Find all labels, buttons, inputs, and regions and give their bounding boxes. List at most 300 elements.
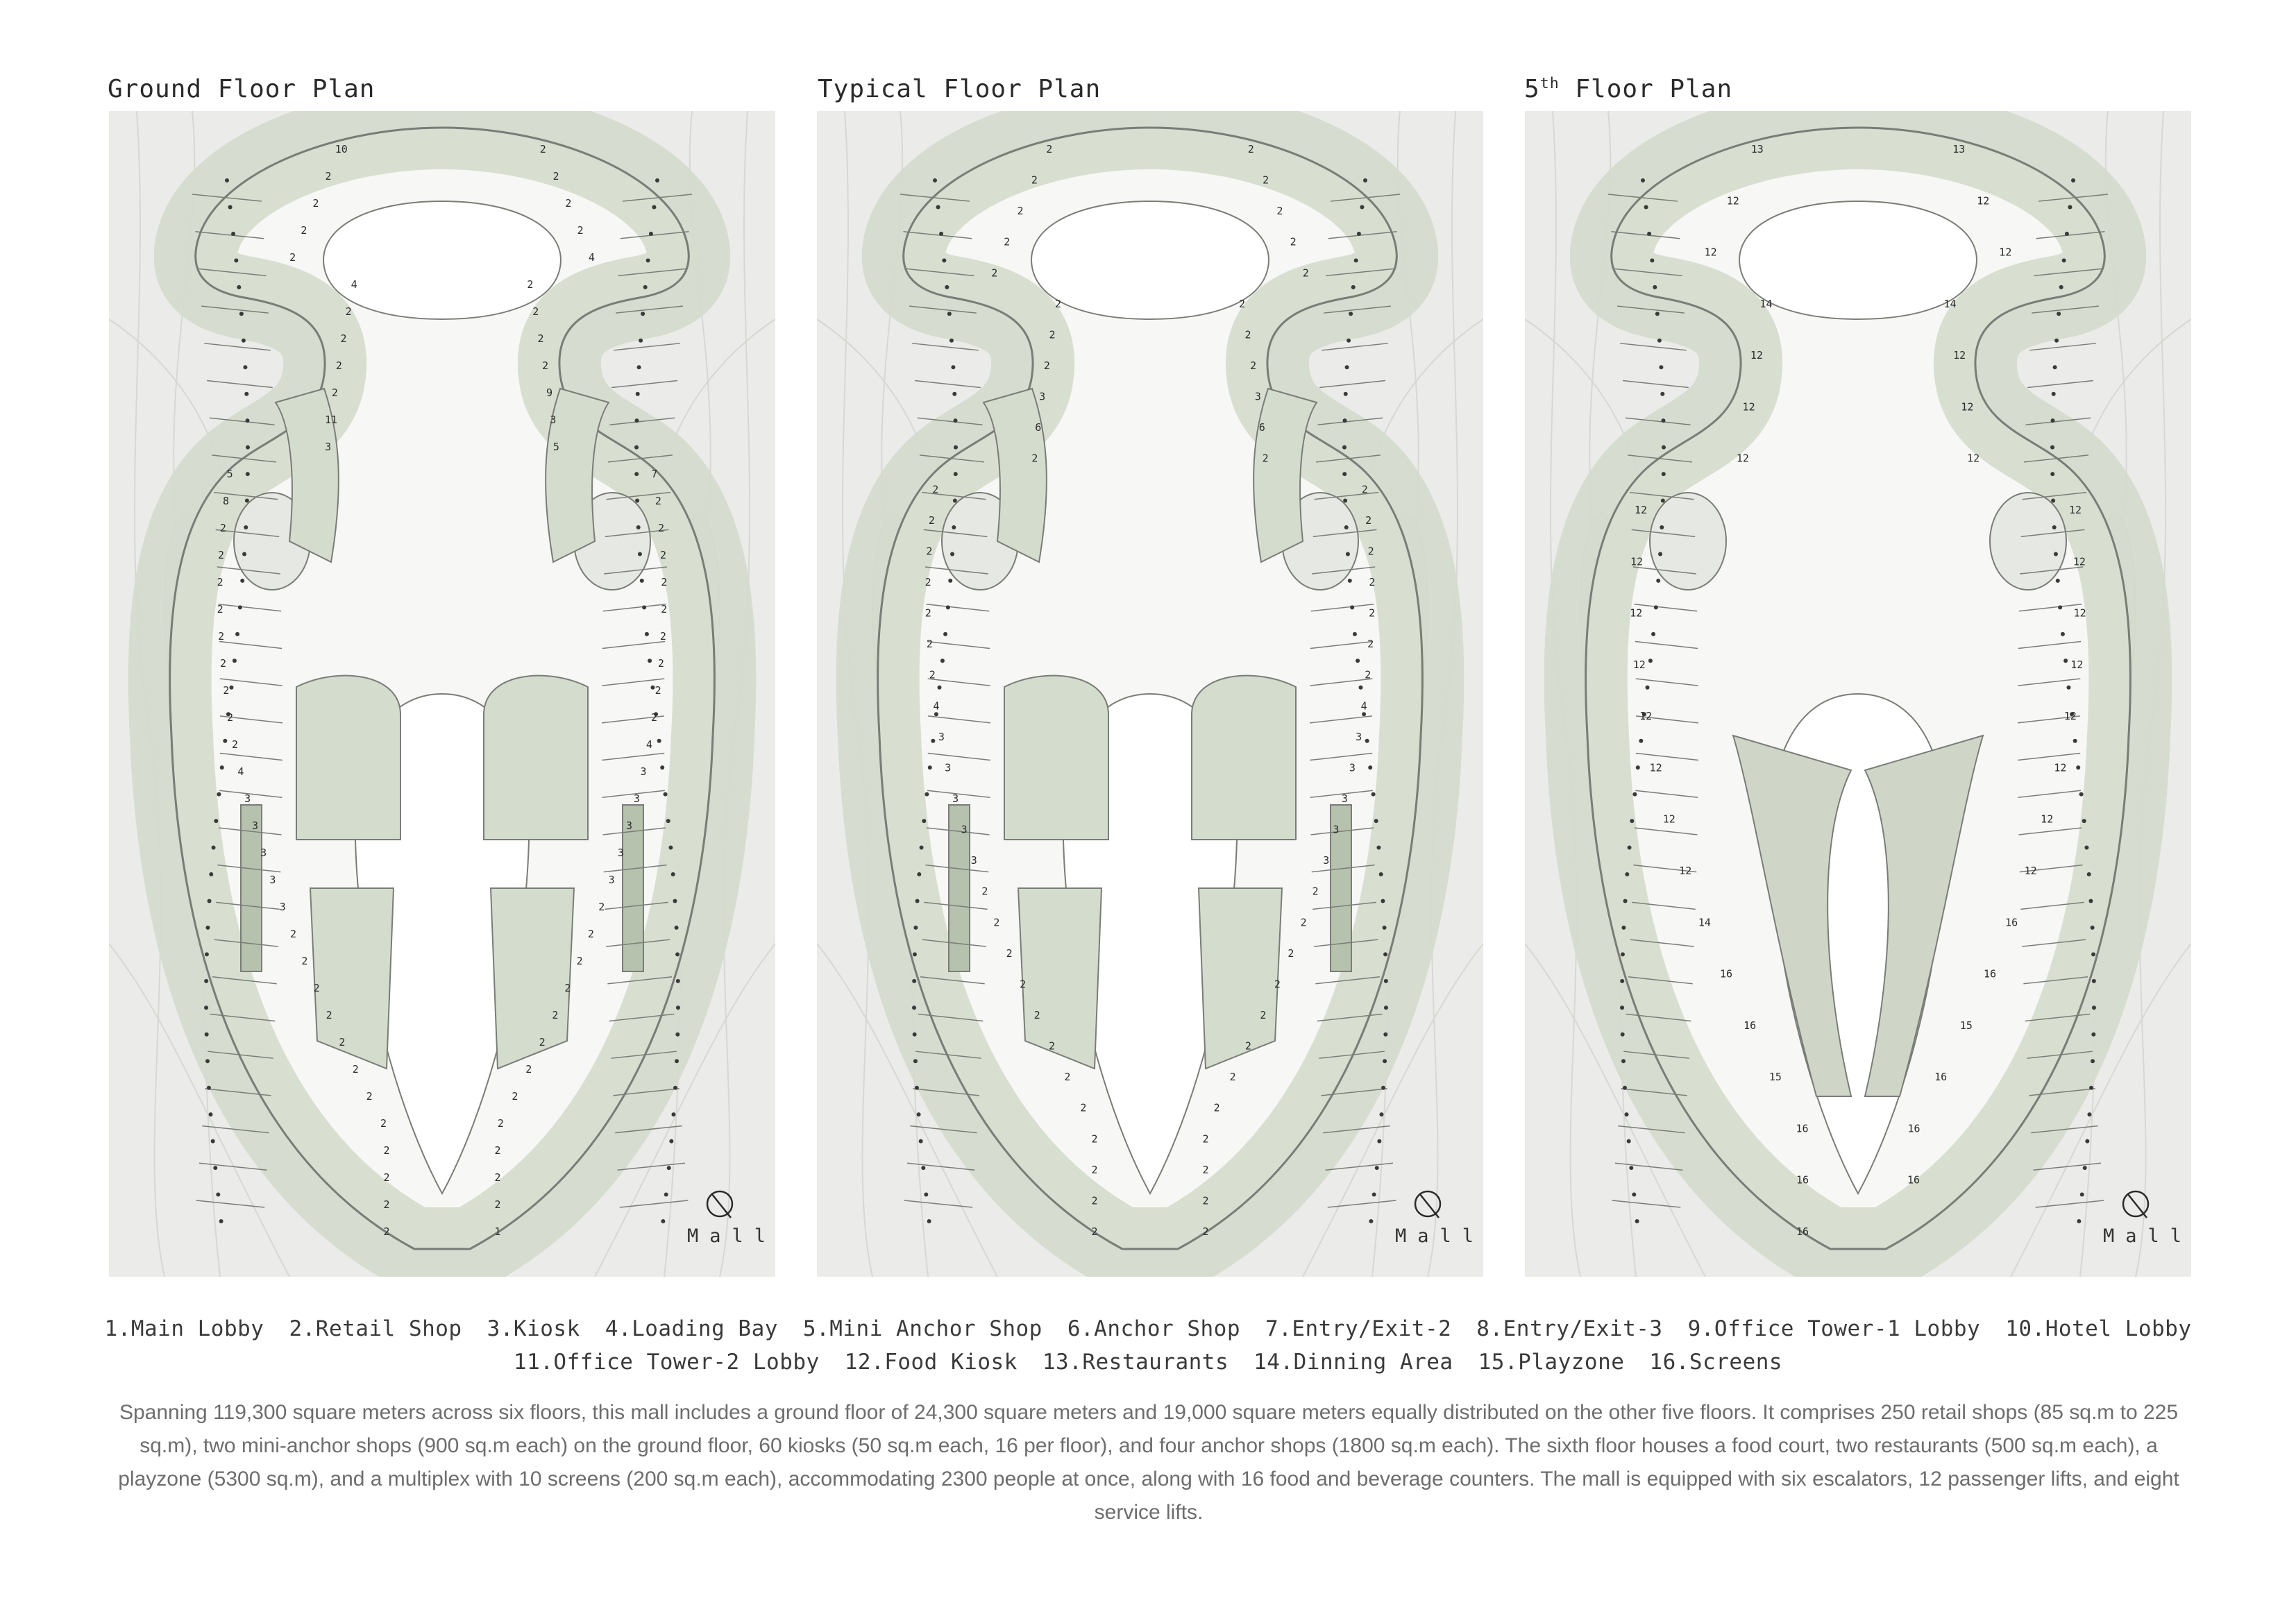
column-dot bbox=[2053, 365, 2057, 369]
column-dot bbox=[245, 418, 249, 423]
column-dot bbox=[244, 525, 248, 529]
plan-title-typical: Typical Floor Plan bbox=[818, 75, 1101, 103]
room-number-label: 5 bbox=[226, 468, 233, 480]
room-number-label: 2 bbox=[1288, 946, 1294, 960]
shop-divider bbox=[1319, 381, 1385, 388]
column-dot bbox=[913, 952, 917, 956]
column-dot bbox=[931, 739, 935, 743]
room-number-label: 4 bbox=[1360, 699, 1367, 713]
column-dot bbox=[1647, 232, 1651, 236]
column-dot bbox=[1365, 739, 1369, 743]
column-dot bbox=[661, 1219, 665, 1223]
shop-divider bbox=[1612, 1200, 1681, 1207]
column-dot bbox=[1627, 1139, 1631, 1144]
room-number-label: 2 bbox=[1031, 173, 1038, 187]
room-number-label: 2 bbox=[1031, 452, 1038, 465]
room-number-label: 2 bbox=[383, 1225, 390, 1238]
column-dot bbox=[1343, 418, 1347, 423]
column-dot bbox=[2052, 392, 2056, 396]
room-number-label: 3 bbox=[1323, 854, 1330, 867]
legend-item: 15.Playzone bbox=[1478, 1350, 1625, 1375]
column-dot bbox=[1660, 525, 1664, 529]
room-number-label: 2 bbox=[340, 332, 347, 345]
column-dot bbox=[1632, 1193, 1636, 1197]
legend-line-1 bbox=[0, 1316, 2296, 1341]
column-dot bbox=[1656, 579, 1660, 583]
column-dot bbox=[1353, 632, 1357, 636]
column-dot bbox=[2091, 1033, 2095, 1037]
column-dot bbox=[652, 205, 656, 209]
legend-item: 16.Screens bbox=[1649, 1350, 1783, 1375]
column-dot bbox=[209, 872, 213, 876]
room-number-label: 2 bbox=[312, 197, 319, 210]
column-dot bbox=[1648, 658, 1653, 663]
room-number-label: 2 bbox=[380, 1117, 387, 1130]
column-dot bbox=[242, 339, 246, 343]
room-number-label: 8 bbox=[223, 495, 230, 507]
plan-title-fifth: 5th Floor Plan bbox=[1524, 75, 1733, 103]
column-dot bbox=[242, 552, 246, 556]
column-dot bbox=[204, 979, 208, 983]
room-number-label: 12 bbox=[2063, 710, 2077, 723]
column-dot bbox=[1384, 979, 1388, 983]
column-dot bbox=[1384, 1005, 1388, 1010]
column-dot bbox=[235, 632, 239, 636]
room-number-label: 2 bbox=[993, 916, 1000, 929]
typical-floor-drawing bbox=[817, 111, 1483, 1277]
room-number-label: 2 bbox=[1049, 1039, 1056, 1053]
shop-divider bbox=[2027, 381, 2093, 388]
column-dot bbox=[2051, 499, 2055, 503]
column-dot bbox=[939, 232, 943, 236]
column-dot bbox=[942, 258, 946, 262]
column-dot bbox=[216, 1193, 220, 1197]
room-number-label: 7 bbox=[651, 468, 658, 480]
room-number-label: 12 bbox=[1750, 349, 1763, 362]
column-dot bbox=[1630, 819, 1634, 823]
column-dot bbox=[2056, 579, 2060, 583]
room-number-label: 2 bbox=[1091, 1132, 1098, 1146]
legend-item: 4.Loading Bay bbox=[605, 1316, 778, 1341]
column-dot bbox=[1623, 1086, 1627, 1090]
room-number-label: 15 bbox=[1959, 1019, 1973, 1032]
room-number-label: 16 bbox=[2005, 916, 2018, 929]
room-number-label: 2 bbox=[552, 170, 559, 182]
room-number-label: 2 bbox=[1202, 1163, 1209, 1176]
room-number-label: 9 bbox=[546, 386, 553, 399]
room-number-label: 2 bbox=[577, 224, 584, 237]
room-number-label: 2 bbox=[598, 901, 605, 913]
column-dot bbox=[2080, 1193, 2084, 1197]
column-dot bbox=[1379, 1112, 1383, 1116]
column-dot bbox=[228, 205, 233, 209]
room-number-label: 2 bbox=[539, 143, 546, 155]
column-dot bbox=[640, 579, 644, 583]
room-number-label: 2 bbox=[366, 1090, 373, 1103]
legend-item: 3.Kiosk bbox=[487, 1316, 580, 1341]
room-number-label: 16 bbox=[1907, 1173, 1921, 1187]
column-dot bbox=[648, 658, 652, 663]
room-number-label: 2 bbox=[301, 955, 308, 967]
column-dot bbox=[953, 499, 957, 503]
column-dot bbox=[2091, 926, 2095, 930]
room-number-label: 6 bbox=[1035, 421, 1042, 434]
shop-cluster-right bbox=[484, 676, 588, 840]
room-number-label: 2 bbox=[289, 251, 296, 264]
column-dot bbox=[943, 632, 947, 636]
column-dot bbox=[947, 312, 952, 316]
room-number-label: 3 bbox=[952, 792, 959, 805]
shop-cluster-left bbox=[296, 676, 400, 840]
column-dot bbox=[676, 1005, 680, 1010]
room-number-label: 12 bbox=[2068, 504, 2082, 516]
column-dot bbox=[1383, 1059, 1387, 1063]
room-number-label: 2 bbox=[587, 928, 594, 940]
room-number-label: 4 bbox=[237, 765, 244, 778]
column-dot bbox=[2066, 686, 2070, 690]
column-dot bbox=[1348, 579, 1352, 583]
column-dot bbox=[1344, 525, 1349, 529]
room-number-label: 12 bbox=[1649, 761, 1662, 774]
column-dot bbox=[921, 1166, 925, 1170]
room-number-label: 2 bbox=[655, 684, 661, 697]
shop-divider bbox=[620, 1200, 689, 1207]
shop-divider bbox=[912, 343, 979, 350]
room-number-label: 2 bbox=[1361, 483, 1368, 496]
room-number-label: 2 bbox=[1302, 266, 1309, 280]
column-dot bbox=[1376, 846, 1381, 850]
legend-item: 1.Main Lobby bbox=[104, 1316, 264, 1341]
room-number-label: 2 bbox=[1250, 359, 1257, 372]
column-dot bbox=[2085, 1139, 2089, 1144]
column-dot bbox=[2054, 339, 2059, 343]
column-dot bbox=[2077, 1219, 2081, 1223]
column-dot bbox=[1621, 1059, 1626, 1063]
legend-item: 7.Entry/Exit-2 bbox=[1265, 1316, 1452, 1341]
room-number-label: 1 bbox=[494, 1225, 501, 1238]
legend-item: 13.Restaurants bbox=[1042, 1350, 1229, 1375]
mall-label-fifth: Mall bbox=[2103, 1225, 2193, 1247]
column-dot bbox=[675, 952, 679, 956]
legend-item: 12.Food Kiosk bbox=[844, 1350, 1018, 1375]
column-dot bbox=[205, 1033, 209, 1037]
column-dot bbox=[676, 979, 680, 983]
column-dot bbox=[660, 765, 664, 770]
room-number-label: 3 bbox=[244, 792, 251, 805]
room-number-label: 2 bbox=[218, 549, 225, 561]
room-number-label: 2 bbox=[1290, 235, 1297, 248]
column-dot bbox=[2088, 899, 2093, 903]
column-dot bbox=[2082, 819, 2086, 823]
shop-divider bbox=[2029, 343, 2096, 350]
room-number-label: 10 bbox=[335, 143, 348, 155]
column-dot bbox=[1661, 418, 1665, 423]
room-number-label: 12 bbox=[2073, 555, 2086, 568]
column-dot bbox=[1368, 765, 1372, 770]
typical-floor-plan bbox=[817, 111, 1483, 1277]
room-number-label: 2 bbox=[223, 684, 230, 697]
column-dot bbox=[2091, 1059, 2095, 1063]
room-number-label: 2 bbox=[552, 1009, 559, 1021]
column-dot bbox=[246, 472, 250, 476]
column-dot bbox=[949, 339, 954, 343]
shop-divider bbox=[611, 381, 677, 388]
room-number-label: 2 bbox=[1274, 978, 1281, 991]
room-number-label: 3 bbox=[279, 901, 286, 913]
room-number-label: 2 bbox=[1091, 1225, 1098, 1238]
column-dot bbox=[936, 205, 940, 209]
column-dot bbox=[1641, 178, 1645, 182]
room-number-label: 2 bbox=[537, 332, 544, 345]
room-number-label: 16 bbox=[1796, 1225, 1809, 1238]
column-dot bbox=[1625, 1112, 1629, 1116]
shop-divider bbox=[614, 343, 680, 350]
room-number-label: 15 bbox=[1769, 1071, 1782, 1084]
room-number-label: 2 bbox=[1091, 1163, 1098, 1176]
column-dot bbox=[1383, 1033, 1387, 1037]
room-number-label: 3 bbox=[608, 874, 615, 886]
column-dot bbox=[2061, 632, 2065, 636]
room-number-label: 2 bbox=[1367, 545, 1374, 558]
column-dot bbox=[938, 686, 942, 690]
column-dot bbox=[1639, 739, 1643, 743]
column-dot bbox=[238, 605, 242, 609]
column-dot bbox=[638, 552, 642, 556]
column-dot bbox=[223, 739, 227, 743]
room-number-label: 2 bbox=[232, 738, 239, 751]
column-dot bbox=[655, 178, 659, 182]
column-dot bbox=[243, 365, 247, 369]
room-number-label: 5 bbox=[552, 441, 559, 453]
room-number-label: 2 bbox=[290, 928, 297, 940]
column-dot bbox=[1654, 605, 1658, 609]
column-dot bbox=[1629, 1166, 1633, 1170]
column-dot bbox=[1661, 499, 1665, 503]
column-dot bbox=[668, 846, 673, 850]
room-number-label: 2 bbox=[345, 305, 352, 318]
room-number-label: 16 bbox=[1744, 1019, 1757, 1032]
column-dot bbox=[954, 472, 958, 476]
column-dot bbox=[2083, 1166, 2087, 1170]
column-dot bbox=[214, 819, 218, 823]
column-dot bbox=[1346, 552, 1350, 556]
room-number-label: 2 bbox=[1369, 576, 1376, 588]
room-number-label: 2 bbox=[352, 1063, 359, 1076]
column-dot bbox=[1623, 899, 1628, 903]
column-dot bbox=[1357, 232, 1361, 236]
shop-divider bbox=[1322, 343, 1388, 350]
column-dot bbox=[915, 899, 920, 903]
column-dot bbox=[1658, 552, 1662, 556]
room-number-label: 2 bbox=[1367, 638, 1374, 651]
column-dot bbox=[1657, 339, 1662, 343]
column-dot bbox=[204, 1005, 208, 1010]
room-number-label: 3 bbox=[251, 819, 259, 832]
room-number-label: 4 bbox=[351, 278, 357, 291]
column-dot bbox=[636, 392, 640, 396]
room-number-label: 12 bbox=[1630, 606, 1643, 620]
column-dot bbox=[2076, 765, 2080, 770]
room-number-label: 3 bbox=[625, 819, 633, 832]
column-dot bbox=[952, 525, 956, 529]
column-dot bbox=[1651, 632, 1655, 636]
column-dot bbox=[1662, 445, 1666, 450]
room-number-label: 12 bbox=[1726, 194, 1739, 207]
column-dot bbox=[1354, 258, 1358, 262]
column-dot bbox=[1635, 1219, 1639, 1223]
room-number-label: 2 bbox=[1244, 328, 1251, 341]
column-dot bbox=[1655, 312, 1660, 316]
column-dot bbox=[211, 1139, 215, 1144]
column-dot bbox=[1343, 499, 1347, 503]
shop-cluster-left-lower bbox=[310, 888, 394, 1069]
column-dot bbox=[673, 1086, 677, 1090]
column-dot bbox=[925, 792, 929, 797]
shop-divider bbox=[1328, 1200, 1396, 1207]
room-number-label: 2 bbox=[326, 1009, 332, 1021]
column-dot bbox=[2092, 979, 2096, 983]
room-number-label: 2 bbox=[339, 1036, 346, 1048]
column-dot bbox=[1379, 872, 1383, 876]
room-number-label: 12 bbox=[1999, 246, 2012, 259]
column-dot bbox=[1383, 926, 1387, 930]
column-dot bbox=[675, 926, 679, 930]
room-number-label: 2 bbox=[301, 224, 307, 237]
shop-divider bbox=[204, 343, 271, 350]
column-dot bbox=[634, 445, 639, 450]
column-dot bbox=[2087, 872, 2091, 876]
column-dot bbox=[635, 418, 639, 423]
column-dot bbox=[927, 1219, 931, 1223]
room-number-label: 3 bbox=[640, 765, 647, 778]
column-dot bbox=[219, 1219, 223, 1223]
side-atrium-left bbox=[1650, 493, 1726, 590]
room-number-label: 12 bbox=[2070, 658, 2084, 671]
room-number-label: 12 bbox=[1736, 452, 1749, 465]
column-dot bbox=[673, 899, 677, 903]
column-dot bbox=[641, 312, 645, 316]
room-number-label: 3 bbox=[1039, 390, 1046, 403]
column-dot bbox=[2054, 552, 2058, 556]
room-number-label: 2 bbox=[494, 1144, 501, 1157]
room-number-label: 2 bbox=[1202, 1225, 1209, 1238]
room-number-label: 3 bbox=[1333, 823, 1340, 836]
column-dot bbox=[642, 605, 646, 609]
room-number-label: 2 bbox=[661, 603, 668, 615]
column-dot bbox=[2084, 846, 2088, 850]
column-dot bbox=[669, 1139, 673, 1144]
column-dot bbox=[643, 285, 648, 289]
room-number-label: 2 bbox=[1046, 143, 1053, 155]
room-number-label: 3 bbox=[1254, 390, 1261, 403]
column-dot bbox=[671, 872, 675, 876]
column-dot bbox=[1660, 392, 1664, 396]
room-number-label: 2 bbox=[325, 170, 332, 182]
room-number-label: 3 bbox=[550, 414, 557, 426]
column-dot bbox=[2073, 739, 2077, 743]
column-dot bbox=[913, 1033, 917, 1037]
project-description: Spanning 119,300 square meters across six floors, this mall includes a ground floor of 24,300 square meters and 19,000 square meters equally distributed on the other five floors. It comprises 250 retail shops (85 sq.m to 225 sq.m), two mini-anchor shops (900 sq.m each) on the ground floor, 60 kiosks (50 sq.m each, 16 per floor), and four anchor shops (1800 sq.m each). The sixth floor houses a food court, two restaurants (500 sq.m each), a playzone (5300 sq.m), and a multiplex with 10 screens (200 sq.m each), accommodating 2300 people at once, along with 16 food and beverage counters. The mall is equipped with six escalators, 12 passenger lifts, and eight service lifts. bbox=[118, 1401, 2179, 1524]
room-number-label: 2 bbox=[383, 1171, 390, 1184]
shop-cluster-right bbox=[1192, 676, 1296, 840]
room-number-label: 16 bbox=[1796, 1122, 1809, 1135]
column-dot bbox=[225, 178, 229, 182]
legend-item: 6.Anchor Shop bbox=[1067, 1316, 1240, 1341]
room-number-label: 2 bbox=[1365, 513, 1372, 527]
room-number-label: 2 bbox=[928, 513, 935, 527]
room-number-label: 2 bbox=[1202, 1132, 1209, 1146]
column-dot bbox=[1349, 312, 1353, 316]
legend-item: 14.Dinning Area bbox=[1253, 1350, 1453, 1375]
room-number-label: 2 bbox=[497, 1117, 504, 1130]
column-dot bbox=[1372, 1193, 1376, 1197]
room-number-label: 2 bbox=[331, 386, 338, 399]
column-dot bbox=[912, 979, 916, 983]
column-dot bbox=[948, 579, 952, 583]
room-number-label: 3 bbox=[938, 730, 945, 743]
room-number-label: 12 bbox=[1639, 710, 1653, 723]
column-dot bbox=[666, 819, 670, 823]
room-number-label: 2 bbox=[661, 576, 668, 588]
side-atrium-right bbox=[1990, 493, 2066, 590]
column-dot bbox=[1381, 1086, 1385, 1090]
room-number-label: 3 bbox=[945, 761, 952, 774]
shop-divider bbox=[196, 1200, 265, 1207]
column-dot bbox=[1369, 1219, 1373, 1223]
room-number-label: 12 bbox=[1742, 400, 1755, 414]
column-dot bbox=[664, 792, 668, 797]
room-number-label: 2 bbox=[218, 630, 225, 643]
column-dot bbox=[1653, 285, 1657, 289]
room-number-label: 2 bbox=[220, 657, 227, 670]
room-number-label: 12 bbox=[2073, 606, 2086, 620]
fifth-floor-plan bbox=[1525, 111, 2191, 1277]
shop-cluster-right-lower bbox=[1199, 888, 1282, 1069]
column-dot bbox=[1646, 686, 1650, 690]
column-dot bbox=[205, 1059, 210, 1063]
column-dot bbox=[913, 1059, 918, 1063]
column-dot bbox=[913, 926, 918, 930]
column-dot bbox=[1650, 258, 1654, 262]
column-dot bbox=[1381, 899, 1385, 903]
room-number-label: 2 bbox=[217, 603, 223, 615]
column-dot bbox=[1345, 365, 1349, 369]
legend-item: 8.Entry/Exit-3 bbox=[1476, 1316, 1663, 1341]
room-number-label: 2 bbox=[1091, 1194, 1098, 1207]
room-number-label: 2 bbox=[655, 495, 661, 507]
column-dot bbox=[1358, 686, 1362, 690]
column-dot bbox=[2062, 258, 2066, 262]
column-dot bbox=[1344, 392, 1348, 396]
room-number-label: 2 bbox=[929, 668, 936, 681]
room-number-label: 2 bbox=[1049, 328, 1056, 341]
room-number-label: 2 bbox=[981, 885, 988, 898]
column-dot bbox=[2071, 178, 2075, 182]
column-dot bbox=[637, 365, 641, 369]
room-number-label: 2 bbox=[1020, 978, 1027, 991]
column-dot bbox=[2050, 445, 2054, 450]
legend-item: 10.Hotel Lobby bbox=[2005, 1316, 2192, 1341]
column-dot bbox=[1362, 712, 1366, 716]
column-dot bbox=[1377, 1139, 1381, 1144]
room-number-label: 2 bbox=[1080, 1101, 1087, 1114]
room-number-label: 2 bbox=[925, 576, 931, 588]
column-dot bbox=[2063, 658, 2068, 663]
column-dot bbox=[952, 392, 956, 396]
room-number-label: 2 bbox=[227, 711, 234, 724]
room-number-label: 2 bbox=[1244, 1039, 1251, 1053]
room-number-label: 2 bbox=[494, 1198, 501, 1211]
